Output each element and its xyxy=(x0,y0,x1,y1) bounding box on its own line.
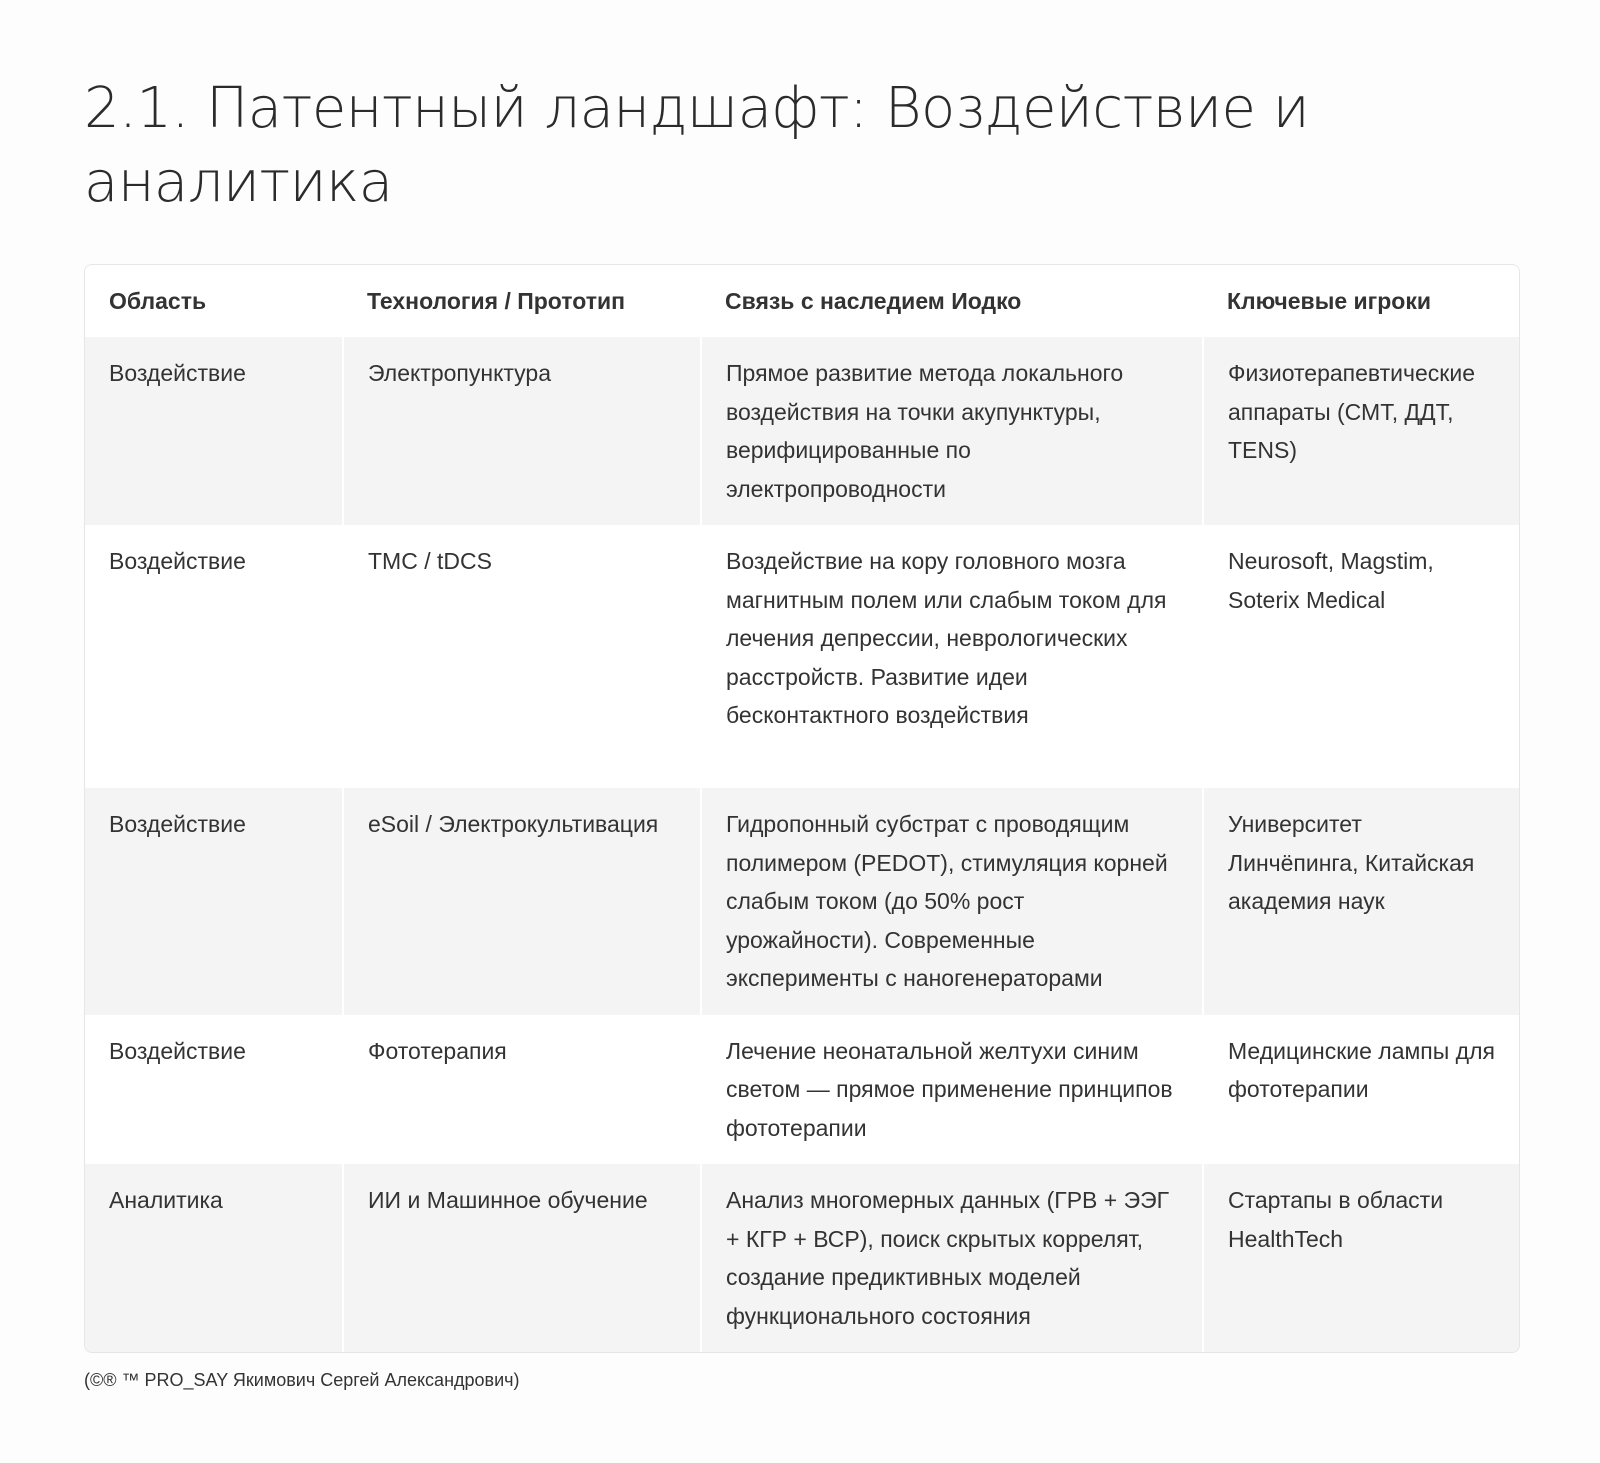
header-iodko-heritage: Связь с наследием Иодко xyxy=(701,265,1203,337)
cell-players: Медицинские лампы для фототерапии xyxy=(1203,1015,1519,1165)
cell-area: Воздействие xyxy=(85,788,343,1015)
cell-players: Стартапы в области HealthTech xyxy=(1203,1164,1519,1352)
cell-players: Физиотерапевтические аппараты (СМТ, ДДТ, TENS) xyxy=(1203,337,1519,525)
patent-landscape-table xyxy=(85,265,1519,1352)
cell-heritage: Гидропонный субстрат с проводящим полимером (PEDOT), стимуляция корней слабым током (до 50% рост урожайности). Современные эксперименты с наногенераторами xyxy=(701,788,1203,1015)
cell-area: Воздействие xyxy=(85,1015,343,1165)
table-row xyxy=(85,1015,1519,1165)
table-row xyxy=(85,1164,1519,1352)
patent-table-container xyxy=(84,264,1520,1353)
cell-heritage: Воздействие на кору головного мозга магнитным полем или слабым током для лечения депрессии, неврологических расстройств. Развитие идеи бесконтактного воздействия xyxy=(701,525,1203,788)
cell-technology: ТМС / tDCS xyxy=(343,525,701,788)
cell-heritage: Прямое развитие метода локального воздействия на точки акупунктуры, верифицированные по электропроводности xyxy=(701,337,1203,525)
cell-technology: Электропунктура xyxy=(343,337,701,525)
header-technology: Технология / Прототип xyxy=(343,265,701,337)
cell-players: Neurosoft, Magstim, Soterix Medical xyxy=(1203,525,1519,788)
table-header-row xyxy=(85,265,1519,337)
cell-players: Университет Линчёпинга, Китайская академия наук xyxy=(1203,788,1519,1015)
copyright-footer: (©® ™ PRO_SAY Якимович Сергей Александрович) xyxy=(84,1370,520,1390)
cell-heritage: Лечение неонатальной желтухи синим светом — прямое применение принципов фототерапии xyxy=(701,1015,1203,1165)
cell-area: Воздействие xyxy=(85,337,343,525)
cell-technology: Фототерапия xyxy=(343,1015,701,1165)
table-row xyxy=(85,337,1519,525)
header-area: Область xyxy=(85,265,343,337)
cell-technology: eSoil / Электрокультивация xyxy=(343,788,701,1015)
cell-area: Аналитика xyxy=(85,1164,343,1352)
table-row xyxy=(85,525,1519,788)
header-key-players: Ключевые игроки xyxy=(1203,265,1519,337)
cell-heritage: Анализ многомерных данных (ГРВ + ЭЭГ + КГР + ВСР), поиск скрытых коррелят, создание предиктивных моделей функционального состояния xyxy=(701,1164,1203,1352)
cell-area: Воздействие xyxy=(85,525,343,788)
table-row xyxy=(85,788,1519,1015)
page-title: 2.1. Патентный ландшафт: Воздействие и аналитика xyxy=(84,76,1310,215)
cell-technology: ИИ и Машинное обучение xyxy=(343,1164,701,1352)
